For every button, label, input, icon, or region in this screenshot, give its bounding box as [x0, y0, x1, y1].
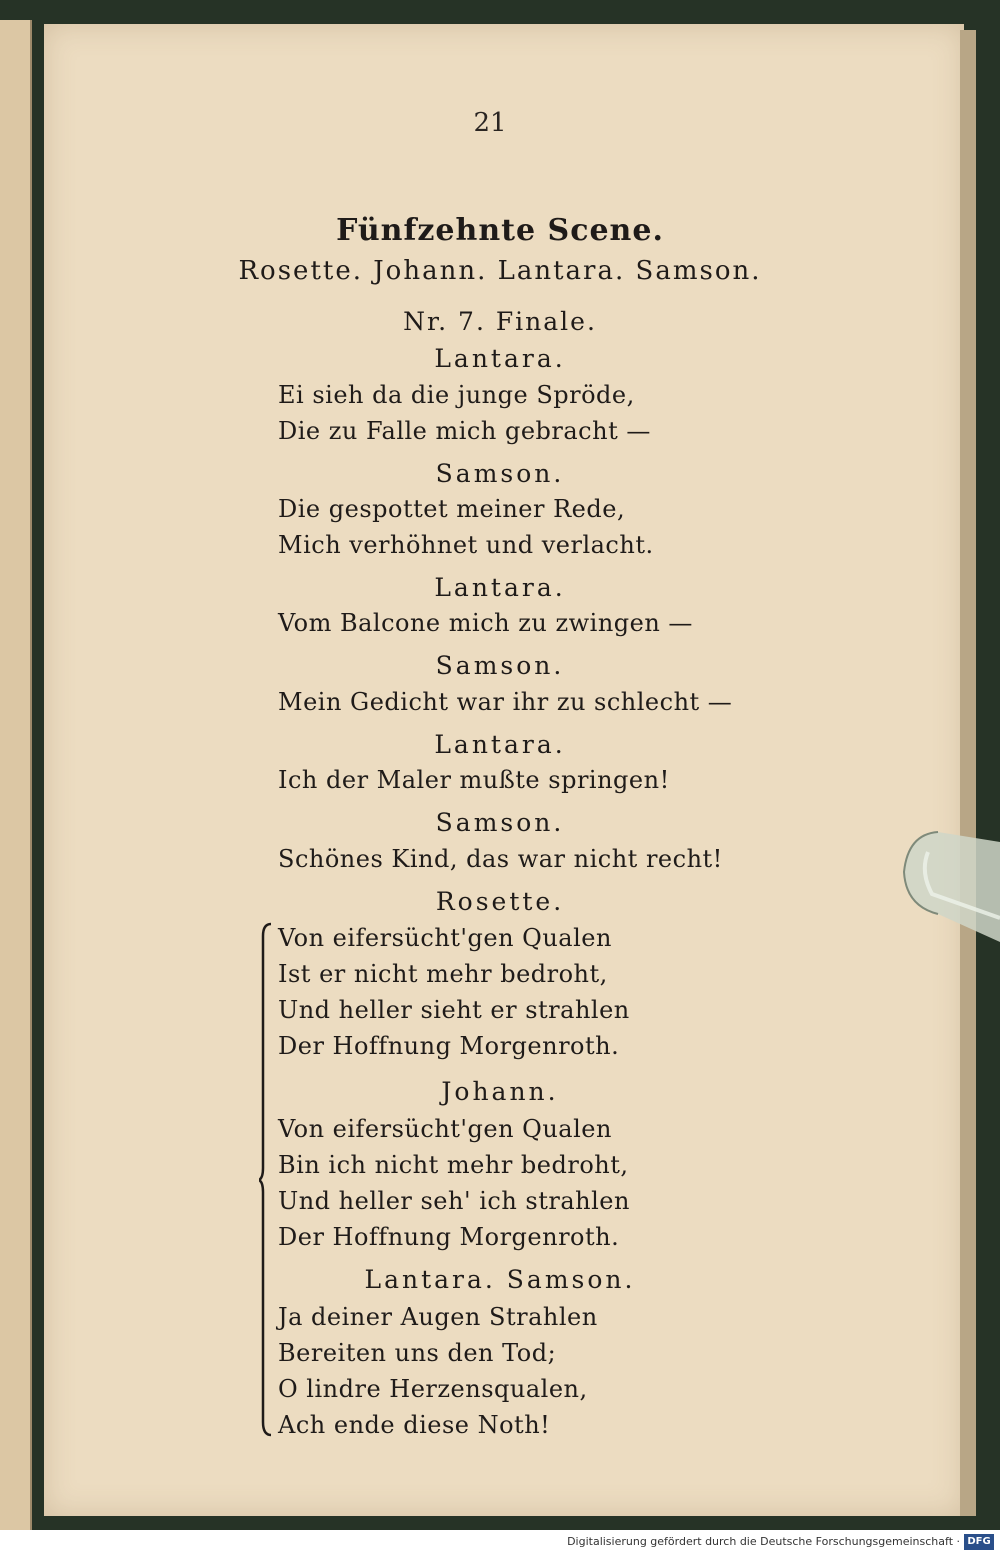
- speaker-label: Rosette.: [435, 887, 565, 916]
- verse-line: Die zu Falle mich gebracht —: [278, 417, 651, 445]
- speaker-label: Lantara.: [434, 573, 566, 602]
- verse-line: Und heller seh' ich strahlen: [278, 1187, 630, 1215]
- speaker-label: Samson.: [435, 651, 565, 680]
- speaker-label: Lantara. Samson.: [364, 1265, 636, 1294]
- verse-line: Von eifersücht'gen Qualen: [278, 1115, 612, 1143]
- page-clip: [898, 822, 1000, 942]
- verse-line: Und heller sieht er strahlen: [278, 996, 630, 1024]
- speaker-label: Lantara.: [434, 730, 566, 759]
- dfg-logo: DFG: [964, 1534, 994, 1550]
- verse-line: Ach ende diese Noth!: [278, 1411, 551, 1439]
- verse-line: Der Hoffnung Morgenroth.: [278, 1223, 620, 1251]
- verse-line: Der Hoffnung Morgenroth.: [278, 1032, 620, 1060]
- number-heading: Nr. 7. Finale.: [403, 307, 597, 336]
- verse-line: Mein Gedicht war ihr zu schlecht —: [278, 688, 733, 716]
- speaker-label: Samson.: [435, 459, 565, 488]
- verse-line: Bereiten uns den Tod;: [278, 1339, 557, 1367]
- character-list: Rosette. Johann. Lantara. Samson.: [238, 256, 762, 286]
- verse-line: Die gespottet meiner Rede,: [278, 495, 626, 523]
- digitization-credit: Digitalisierung gefördert durch die Deutsche Forschungsgemeinschaft ·: [567, 1535, 960, 1548]
- verse-line: Ich der Maler mußte springen!: [278, 766, 670, 794]
- verse-line: Ist er nicht mehr bedroht,: [278, 960, 608, 988]
- verse-line: Von eifersücht'gen Qualen: [278, 924, 612, 952]
- verse-line: Vom Balcone mich zu zwingen —: [278, 609, 693, 637]
- verse-line: Ei sieh da die junge Spröde,: [278, 381, 635, 409]
- digitization-footer: [0, 1530, 1000, 1555]
- verse-line: O lindre Herzensqualen,: [278, 1375, 588, 1403]
- speaker-label: Johann.: [441, 1077, 559, 1106]
- verse-line: Ja deiner Augen Strahlen: [278, 1303, 598, 1331]
- speaker-label: Samson.: [435, 808, 565, 837]
- ensemble-brace: [259, 922, 273, 1437]
- verse-line: Bin ich nicht mehr bedroht,: [278, 1151, 629, 1179]
- scene-title: Fünfzehnte Scene.: [336, 213, 664, 248]
- page-number: 21: [473, 108, 507, 138]
- speaker-label: Lantara.: [434, 344, 566, 373]
- verse-line: Mich verhöhnet und verlacht.: [278, 531, 654, 559]
- verse-line: Schönes Kind, das war nicht recht!: [278, 845, 723, 873]
